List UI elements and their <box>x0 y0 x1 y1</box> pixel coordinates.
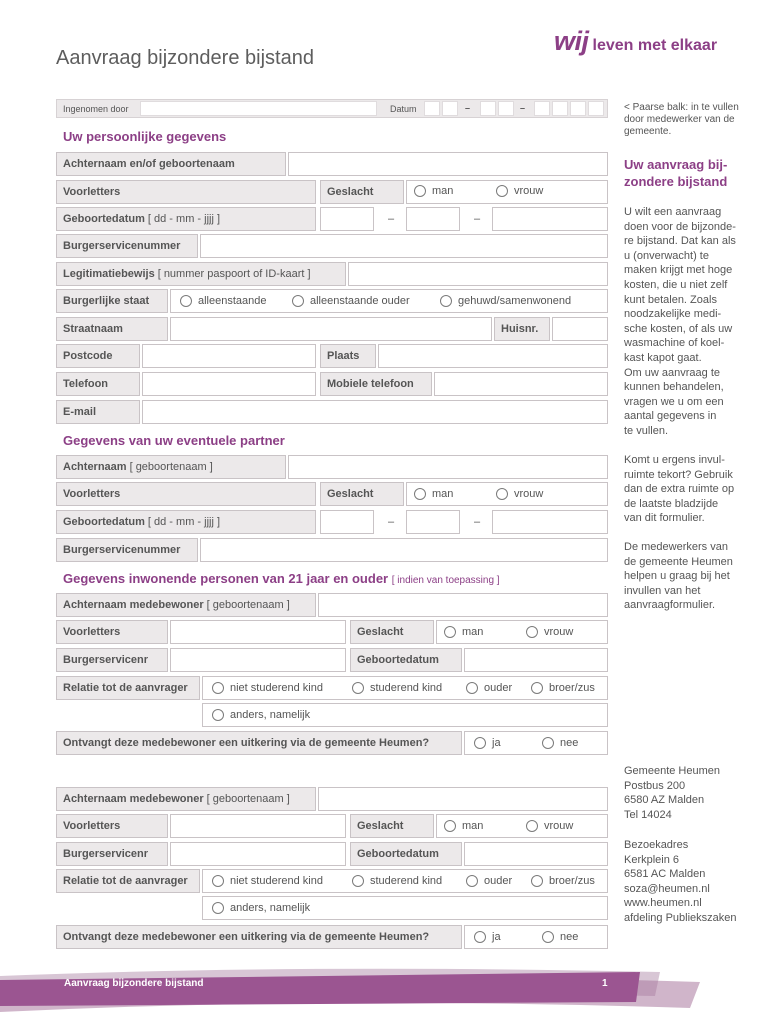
label-partner-geboortedatum-hint: [ dd - mm - jjjj ] <box>147 516 221 528</box>
sidebar-line: Tel 14024 <box>624 808 672 821</box>
label-bsn <box>56 234 198 258</box>
sidebar-line: wasmachine of koel- <box>624 337 725 350</box>
sidebar-line: 6580 AZ Malden <box>624 794 705 807</box>
label-achternaam-text: Achternaam en/of geboortenaam <box>63 158 235 170</box>
radio2-niet-studerend[interactable] <box>212 875 323 887</box>
section-household-hint: [ indien van toepassing ] <box>391 575 500 586</box>
section-household-title: Gegevens inwonende personen van 21 jaar en ouder <box>63 571 389 586</box>
intake-date-box[interactable] <box>424 101 440 116</box>
intake-date-box[interactable] <box>552 101 568 116</box>
label-medebewoner-achternaam <box>56 593 316 617</box>
label-medebewoner2-uitkering <box>56 925 462 949</box>
sidebar-line: invullen van het <box>624 584 701 597</box>
sidebar-line: noodzakelijke medi- <box>624 308 722 321</box>
radio2-uitkering-nee-label: nee <box>560 931 579 943</box>
radio-circle[interactable] <box>414 488 426 500</box>
radio-uitkering-ja[interactable] <box>474 737 501 749</box>
radio-niet-studerend-label: niet studerend kind <box>230 682 323 694</box>
label-medebewoner-bsn <box>56 648 168 672</box>
label-partner-achternaam-text: Achternaam <box>63 461 127 473</box>
intake-date-box[interactable] <box>534 101 550 116</box>
intake-dash: – <box>465 103 471 113</box>
label-achternaam <box>56 152 286 176</box>
label-medebewoner-uitkering <box>56 731 462 755</box>
sidebar-line: Om uw aanvraag te <box>624 366 720 379</box>
radio-circle[interactable] <box>531 682 543 694</box>
radio2-ouder[interactable] <box>466 875 512 887</box>
radio-medebewoner2-man[interactable] <box>444 820 483 832</box>
field-medebewoner2-bsn[interactable] <box>170 842 346 866</box>
field-postcode[interactable] <box>142 344 316 368</box>
radio-circle[interactable] <box>474 931 486 943</box>
radio-circle[interactable] <box>444 626 456 638</box>
radio-partner-man-label: man <box>432 488 454 500</box>
radio-circle[interactable] <box>496 488 508 500</box>
radio-niet-studerend[interactable] <box>212 682 323 694</box>
radio-studerend[interactable] <box>352 682 442 694</box>
radio-anders-label: anders, namelijk <box>230 709 311 721</box>
label-plaats <box>320 344 376 368</box>
radio-circle[interactable] <box>212 902 224 914</box>
label-partner-achternaam-hint: [ geboortenaam ] <box>129 461 213 473</box>
label-partner-geboortedatum <box>56 510 316 534</box>
label-telefoon-text: Telefoon <box>63 378 109 390</box>
field-straatnaam[interactable] <box>170 317 492 341</box>
radio-medebewoner-man-label: man <box>462 626 484 638</box>
sidebar-line: dan de extra ruimte op <box>624 483 735 496</box>
label-medebewoner2-uitkering-text: Ontvangt deze medebewoner een uitkering via de gemeente Heumen? <box>63 931 430 943</box>
label-medebewoner-achternaam-text: Achternaam medebewoner <box>63 599 204 611</box>
label-medebewoner2-achternaam-text: Achternaam medebewoner <box>63 793 204 805</box>
radio-gehuwd-label: gehuwd/samenwonend <box>458 295 572 307</box>
sidebar-title-line: zondere bijstand <box>624 174 728 189</box>
section-partner-heading: Gegevens van uw eventuele partner <box>63 433 285 448</box>
radio-circle[interactable] <box>466 682 478 694</box>
sidebar-line: afdeling Publiekszaken <box>624 911 737 924</box>
radio-medebewoner2-man-label: man <box>462 820 484 832</box>
label-plaats-text: Plaats <box>327 350 360 362</box>
label-medebewoner2-voorletters <box>56 814 168 838</box>
sidebar-line: te vullen. <box>624 424 669 437</box>
sidebar-line: kast kapot gaat. <box>624 351 702 364</box>
date-dash: – <box>388 213 395 225</box>
label-medebewoner2-relatie-text: Relatie tot de aanvrager <box>63 875 188 887</box>
radio2-uitkering-ja[interactable] <box>474 931 501 943</box>
label-medebewoner2-geboortedatum <box>350 842 462 866</box>
radio-medebewoner-vrouw-label: vrouw <box>544 626 574 638</box>
radio-circle[interactable] <box>542 931 554 943</box>
sidebar-line: sche kosten, of als uw <box>624 322 733 335</box>
label-voorletters <box>56 180 316 204</box>
radio-circle[interactable] <box>474 737 486 749</box>
field-geboortedatum-jaar[interactable] <box>492 207 608 231</box>
radio-ouder-label: ouder <box>484 682 513 694</box>
label-geboortedatum-hint: [ dd - mm - jjjj ] <box>147 213 221 225</box>
radio-circle[interactable] <box>466 875 478 887</box>
date-dash: – <box>388 516 395 528</box>
field-partner-maand[interactable] <box>406 510 460 534</box>
radio-man-label: man <box>432 185 454 197</box>
field-medebewoner-geboortedatum[interactable] <box>464 648 608 672</box>
label-medebewoner-voorletters <box>56 620 168 644</box>
label-medebewoner2-voorletters-text: Voorletters <box>63 820 121 832</box>
label-legitimatie-text: Legitimatiebewijs <box>63 268 155 280</box>
radio-alleenstaande-ouder[interactable] <box>292 295 410 307</box>
radio2-uitkering-ja-label: ja <box>492 931 501 943</box>
label-medebewoner2-bsn <box>56 842 168 866</box>
label-legitimatie-hint: [ nummer paspoort of ID-kaart ] <box>157 268 311 280</box>
radio-circle[interactable] <box>352 682 364 694</box>
label-medebewoner2-geslacht-text: Geslacht <box>357 820 404 832</box>
label-medebewoner-uitkering-text: Ontvangt deze medebewoner een uitkering via de gemeente Heumen? <box>63 737 430 749</box>
brand-wij: wij <box>554 26 589 56</box>
date-dash: – <box>474 213 481 225</box>
radio-vrouw-label: vrouw <box>514 185 544 197</box>
radio-alleenstaande-ouder-label: alleenstaande ouder <box>310 295 410 307</box>
label-partner-voorletters-text: Voorletters <box>63 488 121 500</box>
field-medebewoner-voorletters[interactable] <box>170 620 346 644</box>
sidebar-line: aanvraagformulier. <box>624 599 716 612</box>
radio-alleenstaande-label: alleenstaande <box>198 295 267 307</box>
sidebar-line: Kerkplein 6 <box>624 853 680 866</box>
intake-ingenomen-label: Ingenomen door <box>63 104 129 114</box>
sidebar-title <box>624 156 727 190</box>
field-email[interactable] <box>142 400 608 424</box>
intake-ingenomen-field[interactable] <box>140 101 377 116</box>
label-geboortedatum <box>56 207 316 231</box>
radio-circle[interactable] <box>526 626 538 638</box>
radio-circle[interactable] <box>444 820 456 832</box>
sidebar-line: helpen u graag bij het <box>624 570 730 583</box>
radio-uitkering-nee-label: nee <box>560 737 579 749</box>
radio-circle[interactable] <box>526 820 538 832</box>
label-medebewoner2-achternaam-hint: [ geboortenaam ] <box>206 793 290 805</box>
radio2-broer[interactable] <box>531 875 595 887</box>
radio2-ouder-label: ouder <box>484 875 513 887</box>
field-legitimatie[interactable] <box>348 262 608 286</box>
sidebar-title-line: Uw aanvraag bij- <box>624 157 728 172</box>
radio-anders[interactable] <box>212 709 310 721</box>
sidebar-line: de gemeente Heumen <box>624 555 733 568</box>
sidebar-line: U wilt een aanvraag <box>624 206 722 218</box>
radio-uitkering-ja-label: ja <box>492 737 501 749</box>
label-burgerlijke-staat-text: Burgerlijke staat <box>63 295 150 307</box>
label-email <box>56 400 140 424</box>
radio-circle[interactable] <box>440 295 452 307</box>
field-partner-jaar[interactable] <box>492 510 608 534</box>
radio2-anders-label: anders, namelijk <box>230 902 311 914</box>
field-telefoon[interactable] <box>142 372 316 396</box>
label-geslacht-text: Geslacht <box>327 186 374 198</box>
label-partner-achternaam <box>56 455 286 479</box>
sidebar-line: soza@heumen.nl <box>624 882 710 895</box>
radio-studerend-label: studerend kind <box>370 682 443 694</box>
sidebar-line: vragen we u om een <box>624 395 724 408</box>
sidebar-help <box>624 540 733 613</box>
radio2-anders[interactable] <box>212 902 310 914</box>
sidebar-line: kosten, die u niet zelf <box>624 278 728 291</box>
radio-broer[interactable] <box>531 682 595 694</box>
radio-medebewoner2-vrouw[interactable] <box>526 820 573 832</box>
radio2-niet-studerend-label: niet studerend kind <box>230 875 323 887</box>
label-burgerlijke-staat <box>56 289 168 313</box>
label-medebewoner-geboortedatum-text: Geboortedatum <box>357 654 439 666</box>
label-medebewoner-bsn-text: Burgerservicenr <box>63 654 148 666</box>
radio-circle[interactable] <box>180 295 192 307</box>
sidebar-line: aantal gegevens in <box>624 410 717 423</box>
sidebar-line: doen voor de bijzonde- <box>624 220 736 233</box>
label-partner-bsn <box>56 538 198 562</box>
radio-circle[interactable] <box>496 185 508 197</box>
radio-partner-vrouw[interactable] <box>496 488 543 500</box>
sidebar-intro <box>624 205 736 439</box>
footer-title: Aanvraag bijzondere bijstand <box>64 978 204 989</box>
radio-ouder[interactable] <box>466 682 512 694</box>
radio2-studerend-label: studerend kind <box>370 875 443 887</box>
radio-circle[interactable] <box>212 875 224 887</box>
radio2-uitkering-nee[interactable] <box>542 931 578 943</box>
field-mobiel[interactable] <box>434 372 608 396</box>
label-geboortedatum-text: Geboortedatum <box>63 213 145 225</box>
date-dash: – <box>474 516 481 528</box>
radio-man[interactable] <box>414 185 453 197</box>
radio-medebewoner-man[interactable] <box>444 626 483 638</box>
radio2-broer-label: broer/zus <box>549 875 595 887</box>
sidebar-line: re bijstand. Dat kan als <box>624 235 736 248</box>
sidebar-visit-address <box>624 838 737 926</box>
label-postcode-text: Postcode <box>63 350 113 362</box>
radio-circle[interactable] <box>531 875 543 887</box>
label-email-text: E-mail <box>63 406 97 418</box>
label-medebewoner-achternaam-hint: [ geboortenaam ] <box>206 599 290 611</box>
label-medebewoner2-geboortedatum-text: Geboortedatum <box>357 848 439 860</box>
radio-partner-man[interactable] <box>414 488 453 500</box>
intake-datum-label: Datum <box>390 104 417 114</box>
radio-broer-label: broer/zus <box>549 682 595 694</box>
intake-date-box[interactable] <box>588 101 604 116</box>
sidebar-line: kunt betalen. Zoals <box>624 293 717 306</box>
radio-gehuwd[interactable] <box>440 295 571 307</box>
brand-slogan: leven met elkaar <box>592 37 718 54</box>
intake-dash: – <box>520 103 526 113</box>
radio-alleenstaande[interactable] <box>180 295 267 307</box>
label-legitimatie <box>56 262 346 286</box>
label-postcode <box>56 344 140 368</box>
intake-date-box[interactable] <box>570 101 586 116</box>
sidebar-extra-space <box>624 453 734 526</box>
label-mobiel-text: Mobiele telefoon <box>327 378 414 390</box>
page-title: Aanvraag bijzondere bijstand <box>56 47 314 69</box>
label-straatnaam <box>56 317 168 341</box>
field-partner-achternaam[interactable] <box>288 455 608 479</box>
sidebar-line: u (onverwacht) te <box>624 249 709 262</box>
intake-date-box[interactable] <box>480 101 496 116</box>
section-household-heading <box>63 571 500 586</box>
sidebar-line: www.heumen.nl <box>624 897 702 910</box>
label-medebewoner-geboortedatum <box>350 648 462 672</box>
label-huisnr <box>494 317 550 341</box>
radio-circle[interactable] <box>212 682 224 694</box>
label-medebewoner2-geslacht <box>350 814 434 838</box>
intake-date-box[interactable] <box>442 101 458 116</box>
label-geslacht <box>320 180 404 204</box>
sidebar-line: Bezoekadres <box>624 839 689 851</box>
radio-circle[interactable] <box>414 185 426 197</box>
label-straatnaam-text: Straatnaam <box>63 323 123 335</box>
field-achternaam[interactable] <box>288 152 608 176</box>
label-telefoon <box>56 372 140 396</box>
sidebar-line: ruimte tekort? Gebruik <box>624 468 733 481</box>
radio-circle[interactable] <box>292 295 304 307</box>
label-huisnr-text: Huisnr. <box>501 323 539 335</box>
label-partner-geslacht <box>320 482 404 506</box>
field-medebewoner-achternaam[interactable] <box>318 593 608 617</box>
label-bsn-text: Burgerservicenummer <box>63 240 181 252</box>
sidebar-line: 6581 AC Malden <box>624 868 706 881</box>
label-medebewoner-relatie <box>56 676 200 700</box>
section-personal-heading: Uw persoonlijke gegevens <box>63 129 227 144</box>
sidebar-line: de laatste bladzijde <box>624 497 719 510</box>
field-medebewoner2-achternaam[interactable] <box>318 787 608 811</box>
label-partner-geslacht-text: Geslacht <box>327 488 374 500</box>
field-bsn[interactable] <box>200 234 608 258</box>
label-partner-bsn-text: Burgerservicenummer <box>63 544 181 556</box>
sidebar-line: Postbus 200 <box>624 779 686 792</box>
brand-logo <box>554 26 717 57</box>
intake-date-box[interactable] <box>498 101 514 116</box>
radio-medebewoner-vrouw[interactable] <box>526 626 573 638</box>
label-medebewoner-geslacht-text: Geslacht <box>357 626 404 638</box>
field-plaats[interactable] <box>378 344 608 368</box>
field-medebewoner-bsn[interactable] <box>170 648 346 672</box>
footer-band <box>0 962 700 1020</box>
field-geboortedatum-dag[interactable] <box>320 207 374 231</box>
label-medebewoner-relatie-text: Relatie tot de aanvrager <box>63 682 188 694</box>
sidebar-line: De medewerkers van <box>624 541 728 553</box>
field-partner-bsn[interactable] <box>200 538 608 562</box>
radio-medebewoner2-vrouw-label: vrouw <box>544 820 574 832</box>
radio-uitkering-nee[interactable] <box>542 737 578 749</box>
sidebar-line: kunnen behandelen, <box>624 381 724 394</box>
label-medebewoner2-bsn-text: Burgerservicenr <box>63 848 148 860</box>
label-voorletters-text: Voorletters <box>63 186 121 198</box>
label-partner-voorletters <box>56 482 316 506</box>
radio-vrouw[interactable] <box>496 185 543 197</box>
page-number: 1 <box>602 978 608 989</box>
sidebar-address <box>624 764 720 822</box>
label-medebewoner-voorletters-text: Voorletters <box>63 626 121 638</box>
label-medebewoner2-achternaam <box>56 787 316 811</box>
label-medebewoner2-relatie <box>56 869 200 893</box>
field-medebewoner2-voorletters[interactable] <box>170 814 346 838</box>
field-medebewoner2-geboortedatum[interactable] <box>464 842 608 866</box>
label-medebewoner-geslacht <box>350 620 434 644</box>
label-partner-geboortedatum-text: Geboortedatum <box>63 516 145 528</box>
intake-note: < Paarse balk: in te vullen door medewerker van de gemeente. <box>624 102 739 137</box>
radio-circle[interactable] <box>542 737 554 749</box>
radio-partner-vrouw-label: vrouw <box>514 488 544 500</box>
field-geboortedatum-maand[interactable] <box>406 207 460 231</box>
radio-circle[interactable] <box>212 709 224 721</box>
label-mobiel <box>320 372 432 396</box>
field-huisnr[interactable] <box>552 317 608 341</box>
radio-circle[interactable] <box>352 875 364 887</box>
sidebar-line: maken krijgt met hoge <box>624 264 733 277</box>
field-partner-dag[interactable] <box>320 510 374 534</box>
sidebar-line: Komt u ergens invul- <box>624 454 725 466</box>
sidebar-line: van dit formulier. <box>624 512 705 525</box>
sidebar-line: Gemeente Heumen <box>624 765 720 777</box>
radio2-studerend[interactable] <box>352 875 442 887</box>
